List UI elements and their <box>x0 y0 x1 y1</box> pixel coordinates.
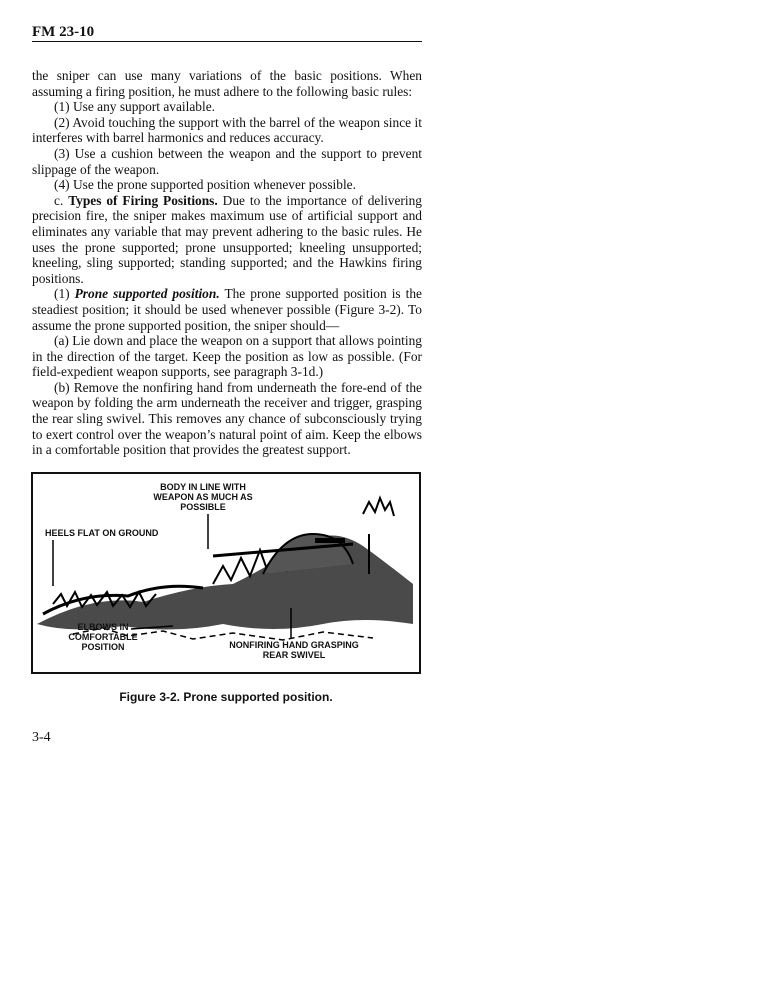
callout-nonfiring-hand: NONFIRING HAND GRASPING REAR SWIVEL <box>229 640 359 660</box>
prone-label: (1) <box>54 286 70 302</box>
rule-4: (4) Use the prone supported position whenever possible. <box>54 177 356 193</box>
section-c-label: c. <box>54 192 64 208</box>
prone-heading: Prone supported position. <box>74 286 220 302</box>
rule-3: (3) Use a cushion between the weapon and the support to prevent slippage of the weapon. <box>32 145 422 177</box>
callout-heels-flat: HEELS FLAT ON GROUND <box>45 528 159 538</box>
section-c-heading: Types of Firing Positions. <box>68 192 218 208</box>
figure-caption: Figure 3-2. Prone supported position. <box>119 690 333 704</box>
figure-frame <box>31 472 421 674</box>
callout-elbows: ELBOWS IN COMFORTABLE POSITION <box>68 622 138 652</box>
manual-header: FM 23-10 <box>32 24 95 40</box>
page-number: 3-4 <box>32 730 51 745</box>
rule-2: (2) Avoid touching the support with the barrel of the weapon since it interferes with barrel harmonics and reduces accuracy. <box>32 114 422 146</box>
prone-supported-paragraph <box>32 286 422 333</box>
section-c-text: Due to the importance of delivering precision fire, the sniper makes maximum use of artificial support and eliminates any variable that may prevent adhering to the basic rules. He uses the prone supported; prone unsupported; kneeling unsupported; kneeling, sling supported; standing supported; and the Hawkins firing positions. <box>32 192 422 286</box>
prone-text: The prone supported position is the steadiest position; it should be used whenever possible (Figure 3-2). To assume the prone supported position, the sniper should— <box>32 286 422 333</box>
step-b: (b) Remove the nonfiring hand from underneath the fore-end of the weapon by folding the arm underneath the receiver and trigger, grasping the rear sling swivel. This removes any chance of subconsciously trying to exert control over the weapon’s natural point of aim. Keep the elbows in a comfortable position that provides the greatest support. <box>32 379 422 458</box>
rule-1: (1) Use any support available. <box>54 99 216 115</box>
callout-body-in-line: BODY IN LINE WITH WEAPON AS MUCH AS POSSIBLE <box>153 482 253 512</box>
body-text <box>32 68 422 458</box>
section-c <box>32 193 422 287</box>
intro-paragraph: the sniper can use many variations of the basic positions. When assuming a firing position, he must adhere to the following basic rules: <box>32 68 422 99</box>
step-a: (a) Lie down and place the weapon on a support that allows pointing in the direction of the target. Keep the position as low as possible. (For field-expedient weapon supports, see paragraph 3-1d.) <box>32 333 422 380</box>
header-rule <box>32 41 422 42</box>
